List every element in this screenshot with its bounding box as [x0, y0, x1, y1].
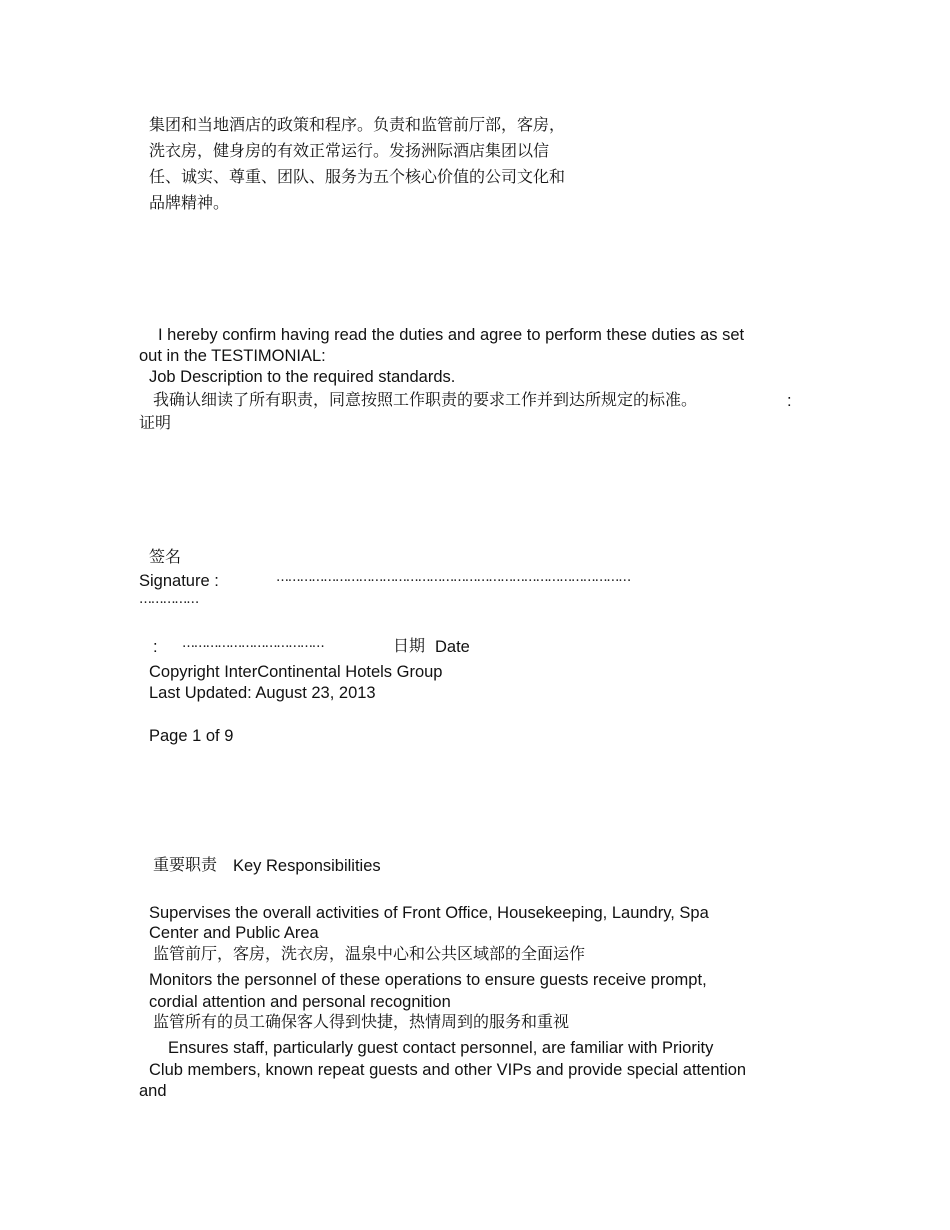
date-en-label: Date: [435, 638, 470, 656]
page-number: Page 1 of 9: [149, 727, 234, 745]
key-responsibilities-heading-cn: 重要职责: [153, 855, 218, 874]
signature-dotted-line-1: ………………………………………………………………………………: [276, 570, 631, 585]
responsibility-2-en-line-1: Monitors the personnel of these operations to ensure guests receive prompt,: [149, 971, 707, 989]
date-cn-label: 日期: [393, 636, 426, 655]
date-colon: :: [153, 638, 158, 656]
confirmation-en-line-1: I hereby confirm having read the duties and agree to perform these duties as set: [158, 326, 745, 344]
responsibility-2-en-line-2: cordial attention and personal recognition: [149, 993, 451, 1011]
confirmation-en-line-3: Job Description to the required standards.: [149, 368, 456, 386]
responsibility-1-en-line-1: Supervises the overall activities of Front Office, Housekeeping, Laundry, Spa: [149, 904, 709, 922]
intro-cn-line-4: 品牌精神。: [149, 193, 230, 212]
copyright-text: Copyright InterContinental Hotels Group: [149, 663, 443, 681]
intro-cn-line-2: 洗衣房，健身房的有效正常运行。发扬洲际酒店集团以信: [149, 141, 550, 160]
responsibility-3-en-line-1: Ensures staff, particularly guest contact personnel, are familiar with Priority: [168, 1039, 714, 1057]
responsibility-2-cn: 监管所有的员工确保客人得到快捷，热情周到的服务和重视: [153, 1012, 570, 1031]
last-updated-text: Last Updated: August 23, 2013: [149, 684, 376, 702]
intro-cn-line-3: 任、诚实、尊重、团队、服务为五个核心价值的公司文化和: [149, 167, 566, 186]
confirmation-cn-line: 我确认细读了所有职责，同意按照工作职责的要求工作并到达所规定的标准。: [153, 390, 698, 409]
intro-cn-line-1: 集团和当地酒店的政策和程序。负责和监管前厅部，客房，: [149, 115, 566, 134]
signature-en-label: Signature :: [139, 572, 219, 590]
responsibility-1-en-line-2: Center and Public Area: [149, 924, 319, 942]
date-dotted-line: ………………………………: [182, 636, 324, 651]
confirmation-en-line-2: out in the TESTIMONIAL:: [139, 347, 326, 365]
key-responsibilities-heading-en: Key Responsibilities: [233, 857, 381, 875]
signature-cn-label: 签名: [149, 547, 182, 566]
confirmation-cn-testimonial: 证明: [139, 413, 172, 432]
signature-dotted-line-2: ……………: [139, 592, 199, 607]
responsibility-3-en-line-2: Club members, known repeat guests and other VIPs and provide special attention: [149, 1061, 747, 1079]
responsibility-1-cn: 监管前厅，客房，洗衣房，温泉中心和公共区域部的全面运作: [153, 944, 586, 963]
responsibility-3-en-line-3: and: [139, 1082, 167, 1100]
confirmation-colon: :: [787, 392, 792, 410]
